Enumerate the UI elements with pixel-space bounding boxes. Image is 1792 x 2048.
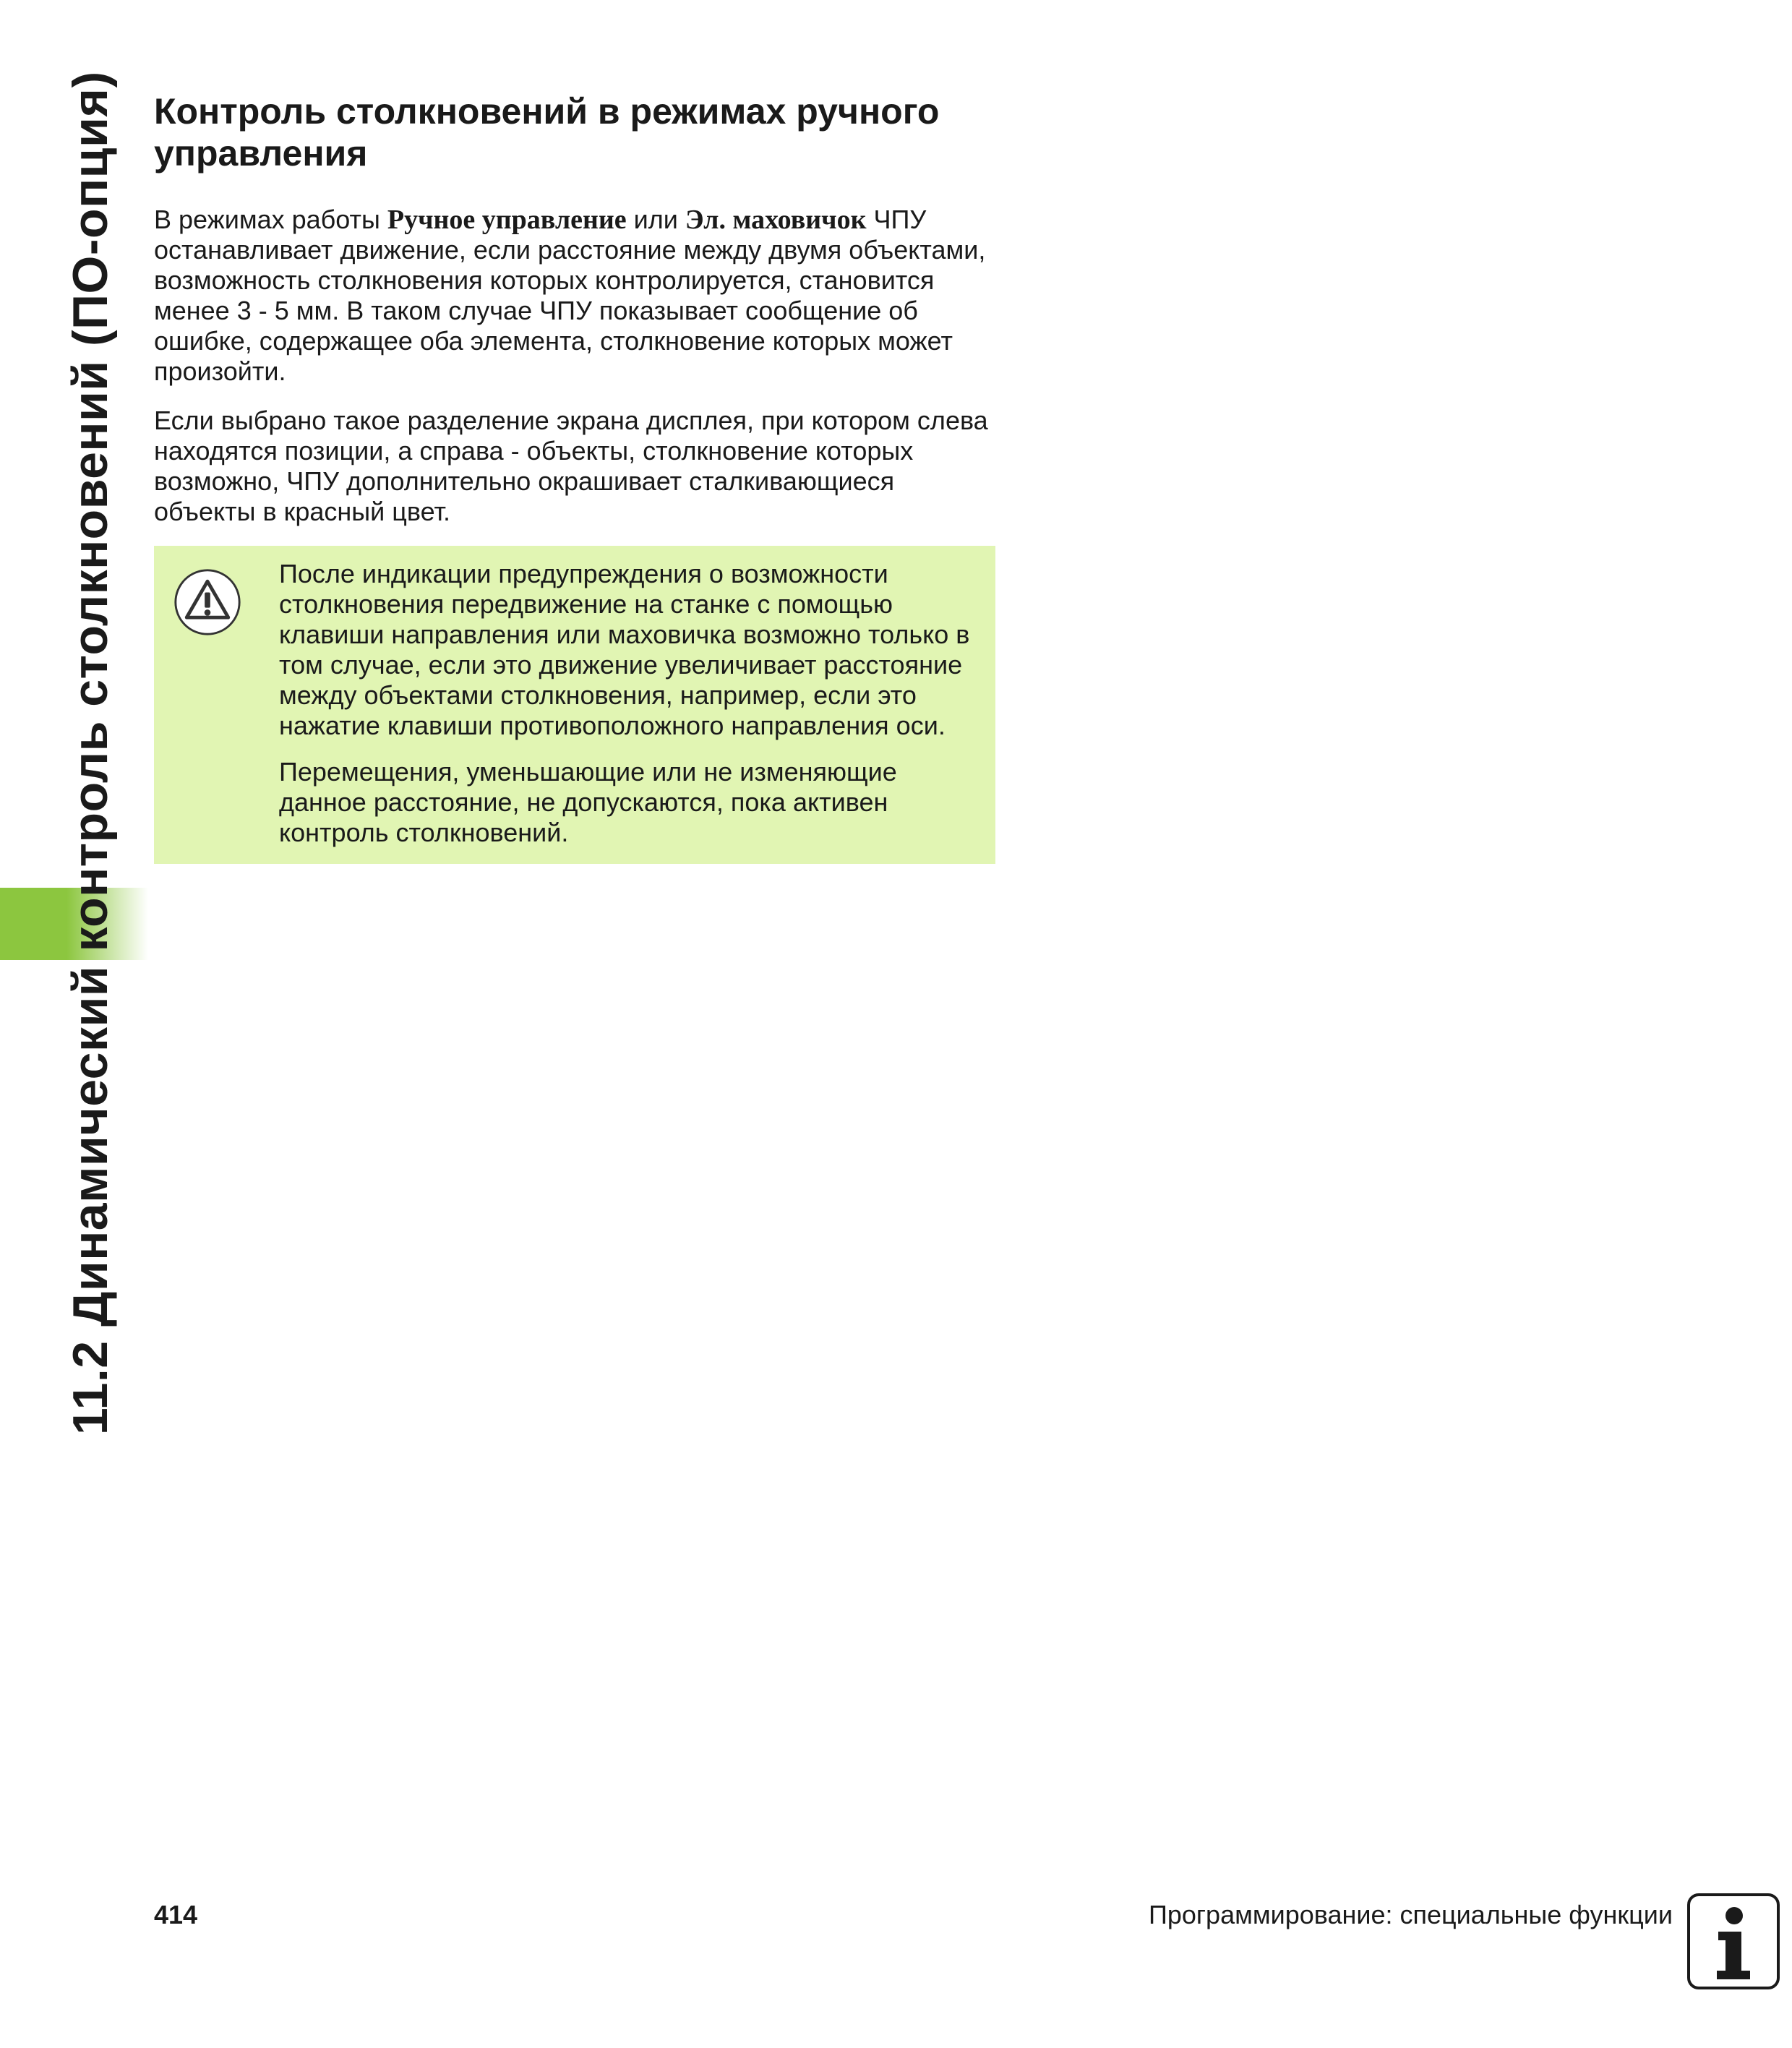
paragraph-middle: или xyxy=(626,205,685,234)
mode-manual-operation: Ручное управление xyxy=(387,205,627,235)
mode-electronic-handwheel: Эл. маховичок xyxy=(685,205,867,235)
paragraph-prefix: В режимах работы xyxy=(154,205,387,234)
section-heading: Контроль столкновений в режимах ручного управления xyxy=(154,91,940,173)
warning-note xyxy=(154,546,995,864)
paragraph-manual-modes xyxy=(154,205,1000,387)
note-paragraph-warning: После индикации предупреждения о возможности столкновения передвижение на станке с помощью клавиши направления или маховичка возможно только в том случае, если это движение увеличивает расстояние между объектами столкновения, например, если это нажатие клавиши противоположного направления оси. xyxy=(279,559,970,740)
paragraph-suffix: ЧПУ останавливает движение, если расстояние между двумя объектами, возможность столкновения которых контролируется, становится менее 3 - 5 мм. В таком случае ЧПУ показывает сообщение об ошибке, содержащее оба элемента, столкновение которых может произойти. xyxy=(154,205,986,386)
paragraph-screen-layout: Если выбрано такое разделение экрана дисплея, при котором слева находятся позиции, а справа - объекты, столкновение которых возможно, ЧПУ дополнительно окрашивает сталкивающиеся объекты в красный цвет. xyxy=(154,406,988,526)
page-content xyxy=(154,90,1000,864)
note-paragraph-restriction: Перемещения, уменьшающие или не изменяющие данное расстояние, не допускаются, пока активен контроль столкновений. xyxy=(279,757,897,847)
sidebar-chapter-title: 11.2 Динамический контроль столкновений (ПО-опция) xyxy=(63,71,118,1435)
warning-icon xyxy=(173,567,242,637)
info-icon xyxy=(1686,1893,1780,1990)
page-number: 414 xyxy=(154,1900,198,1929)
footer-chapter-name: Программирование: специальные функции xyxy=(1149,1900,1673,1929)
